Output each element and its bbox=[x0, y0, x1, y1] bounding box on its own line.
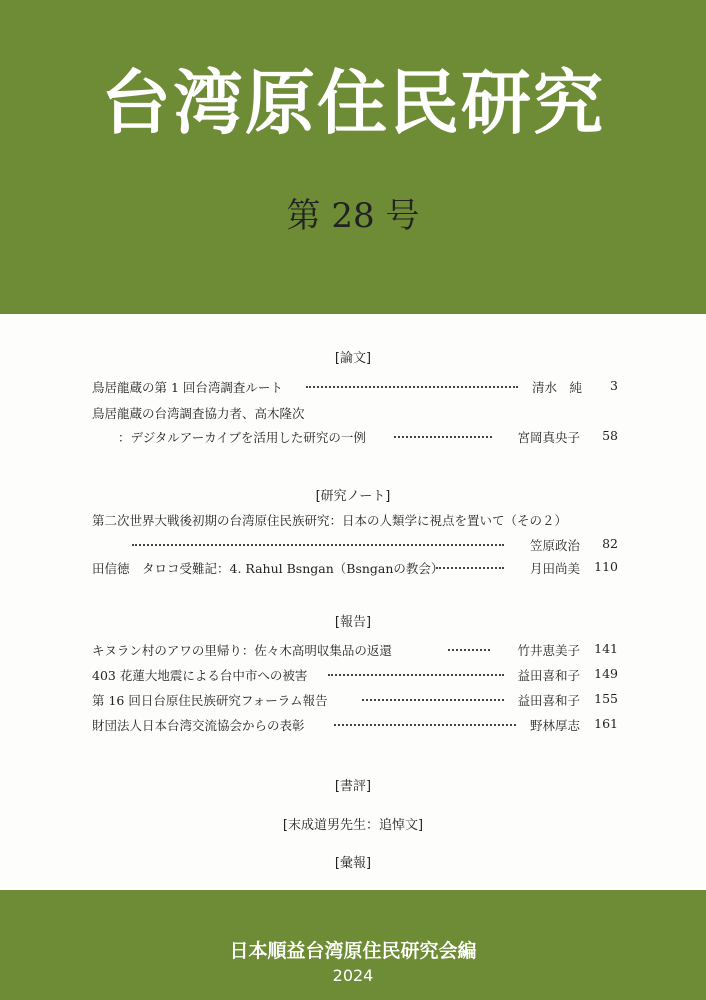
journal-title: 台湾原住民研究 bbox=[101, 61, 605, 144]
toc-leader bbox=[132, 544, 504, 546]
publisher-name: 日本順益台湾原住民研究会編 bbox=[229, 940, 477, 962]
toc-author: 清水 純 bbox=[531, 380, 582, 395]
issue-number: 第 28 号 bbox=[286, 196, 420, 236]
toc-leader bbox=[394, 436, 492, 438]
toc-author: 野林厚志 bbox=[529, 718, 580, 733]
toc-title: 第二次世界大戦後初期の台湾原住民族研究：日本の人類学に視点を置いて（その２） bbox=[92, 513, 568, 528]
toc-entry-notes-2[interactable] bbox=[92, 559, 618, 579]
toc-entry-reports-1[interactable] bbox=[92, 641, 618, 661]
toc-author: 益田喜和子 bbox=[517, 693, 580, 708]
toc-entry-papers-2-line2[interactable] bbox=[92, 428, 618, 448]
toc-author: 笠原政治 bbox=[529, 538, 580, 553]
toc-page: 149 bbox=[594, 666, 618, 681]
toc-page: 3 bbox=[610, 378, 618, 393]
toc-entry-reports-4[interactable] bbox=[92, 716, 618, 736]
toc-page: 58 bbox=[602, 428, 618, 443]
toc-title-continued: ：デジタルアーカイブを活用した研究の一例 bbox=[118, 430, 366, 445]
section-heading-research-notes: [研究ノート] bbox=[315, 489, 391, 504]
toc-title: 田信徳 タロコ受難記：4. Rahul Bsngan（Bsnganの教会） bbox=[92, 561, 444, 576]
toc-page: 155 bbox=[594, 691, 618, 706]
toc-title: 鳥居龍蔵の台湾調査協力者、高木隆次 bbox=[92, 406, 305, 421]
toc-entry-notes-1-line2[interactable] bbox=[92, 536, 618, 556]
toc-page: 82 bbox=[602, 536, 618, 551]
toc-author: 月田尚美 bbox=[529, 561, 580, 576]
section-heading-memorial: [末成道男先生：追悼文] bbox=[282, 818, 424, 833]
toc-author: 竹井恵美子 bbox=[517, 643, 580, 658]
toc-entry-notes-1-line1[interactable] bbox=[92, 511, 618, 531]
toc-page: 141 bbox=[594, 641, 618, 656]
section-heading-book-reviews: [書評] bbox=[334, 779, 372, 794]
section-heading-papers: [論文] bbox=[334, 351, 372, 366]
toc-leader bbox=[448, 649, 490, 651]
toc-leader bbox=[362, 699, 504, 701]
toc-page: 110 bbox=[594, 559, 618, 574]
toc-entry-reports-3[interactable] bbox=[92, 691, 618, 711]
toc-leader bbox=[306, 386, 518, 388]
toc-author: 益田喜和子 bbox=[517, 668, 580, 683]
toc-entry-papers-2-line1[interactable] bbox=[92, 404, 618, 424]
toc-entry-reports-2[interactable] bbox=[92, 666, 618, 686]
toc-leader bbox=[334, 724, 516, 726]
toc-entry-papers-1[interactable] bbox=[92, 378, 618, 398]
toc-title: 第 16 回日台原住民族研究フォーラム報告 bbox=[92, 693, 328, 708]
title-band bbox=[0, 0, 706, 314]
toc-leader bbox=[436, 567, 504, 569]
toc-page: 161 bbox=[594, 716, 618, 731]
toc-author: 宮岡真央子 bbox=[517, 430, 580, 445]
section-heading-reports: [報告] bbox=[334, 615, 372, 630]
toc-leader bbox=[328, 674, 504, 676]
toc-title: 財団法人日本台湾交流協会からの表彰 bbox=[92, 718, 305, 733]
toc-title: 鳥居龍蔵の第 1 回台湾調査ルート bbox=[92, 380, 283, 395]
publication-year: 2024 bbox=[332, 966, 374, 985]
section-heading-news: [彙報] bbox=[334, 856, 372, 871]
toc-title: キヌラン村のアワの里帰り：佐々木高明収集品の返還 bbox=[92, 643, 392, 658]
toc-title: 403 花蓮大地震による台中市への被害 bbox=[92, 668, 308, 683]
